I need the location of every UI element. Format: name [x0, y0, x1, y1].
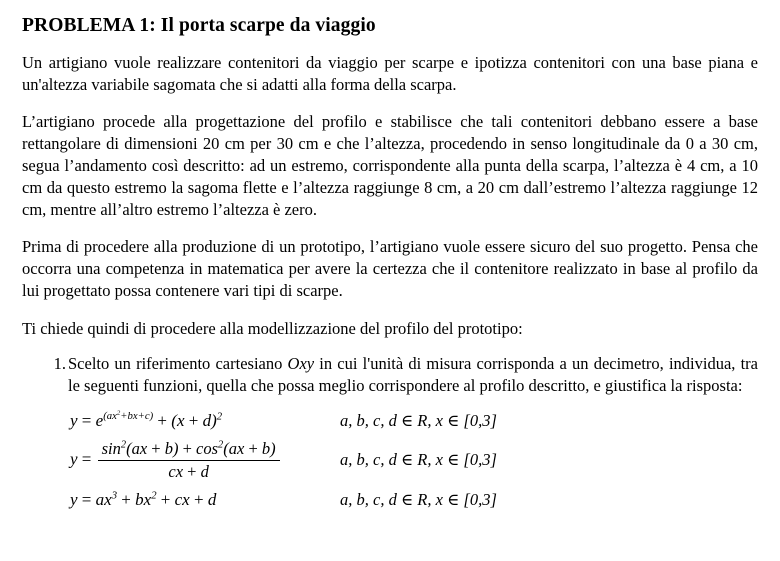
formula-block	[22, 411, 758, 510]
question-list	[22, 353, 758, 397]
question-text-part-2: in cui l'unità di misura corrisponda a un decimetro, individua, tra le seguenti funzioni, quella che possa meglio corrispondere al profilo descritto, e giustifica la risposta:	[68, 353, 758, 395]
question-italic-term: Oxy	[287, 353, 315, 373]
paragraph-intro: Un artigiano vuole realizzare contenitori da viaggio per scarpe e ipotizza contenitori con una base piana e un'altezza variabile sagomata che si adatti alla forma della scarpa.	[22, 53, 758, 95]
page-title: PROBLEMA 1: Il porta scarpe da viaggio	[22, 15, 376, 36]
formula-row-cubic	[70, 490, 758, 510]
paragraph-request: Ti chiede quindi di procedere alla modellizzazione del profilo del prototipo:	[22, 318, 523, 338]
list-item-number: 1.	[53, 353, 66, 373]
formula-row-trigonometric	[70, 439, 758, 482]
formula-2-condition: a, b, c, d ∈ R, x ∈ [0,3]	[340, 450, 497, 470]
formula-3-expression: $y = ax^3 + bx^2$ + cx + d	[70, 488, 217, 509]
formula-1-condition: a, b, c, d ∈ R, x ∈ [0,3]	[340, 410, 497, 430]
formula-2-expression: y = $\frac{\sin^2(ax + b) + \cos^2(ax + b)}{cx + d}$	[70, 439, 340, 482]
question-text-part-1: Scelto un riferimento cartesiano	[68, 353, 288, 373]
list-item	[22, 353, 758, 397]
paragraph-prototype: Prima di procedere alla produzione di un prototipo, l’artigiano vuole essere sicuro del suo progetto. Pensa che occorra una competenza in matematica per avere la certezza che il contenitore realizzato in base al profilo da lui progettato possa contenere vari tipi di scarpe.	[22, 236, 758, 300]
formula-3-condition: a, b, c, d ∈ R, x ∈ [0,3]	[340, 489, 497, 509]
formula-row-exponential	[70, 411, 758, 431]
formula-1-expression: $y = e^{(ax^2+bx+c)} + (x + d)^2$	[70, 409, 223, 430]
paragraph-profile-description: L’artigiano procede alla progettazione del profilo e stabilisce che tali contenitori debbano essere a base rettangolare di dimensioni 20 cm per 30 cm e che l’altezza, procedendo in senso longitudinale da 0 a 30 cm, segua l’andamento così descritto: ad un estremo, corrispondente alla punta della scarpa, l’altezza è 4 cm, a 10 cm da questo estremo la sagoma flette e l’altezza raggiunge 8 cm, a 20 cm dall’estremo l’altezza raggiunge 12 cm, mentre all’altro estremo l’altezza è zero.	[22, 112, 758, 220]
